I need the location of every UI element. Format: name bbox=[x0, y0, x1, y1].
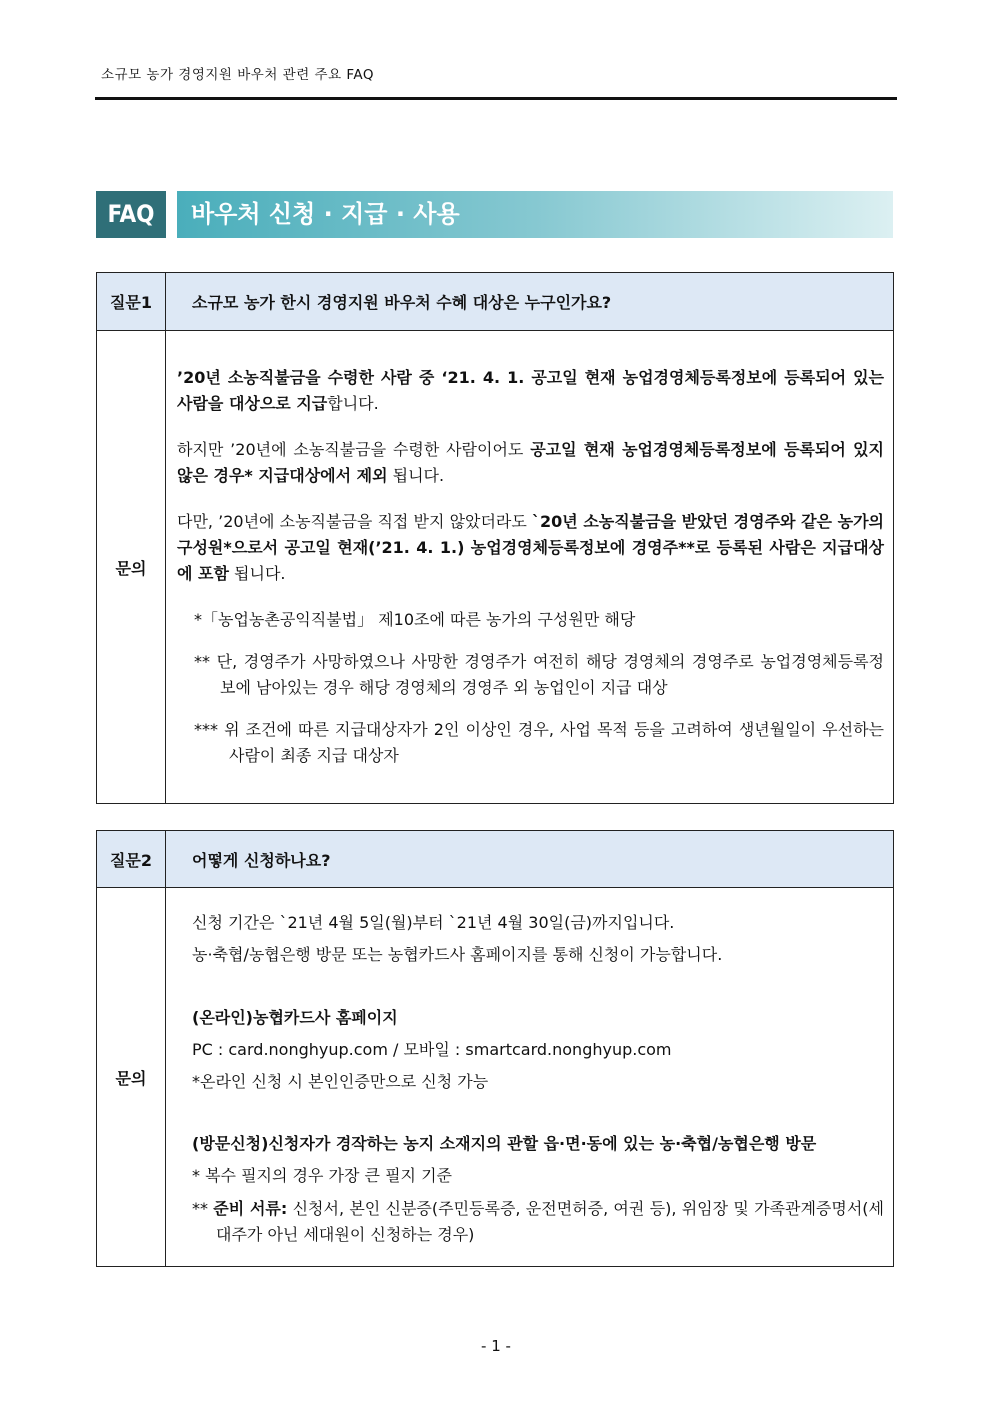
subsection-title: (온라인)농협카드사 홈페이지 bbox=[192, 1007, 398, 1027]
question-text: 어떻게 신청하나요? bbox=[166, 831, 894, 888]
question-label: 질문2 bbox=[97, 831, 166, 888]
answer-line: PC : card.nonghyup.com / 모바일 : smartcard.nonghyup.com bbox=[192, 1039, 672, 1059]
answer-text: 됩니다. bbox=[228, 564, 286, 583]
answer-line bbox=[192, 1196, 884, 1248]
note-marker: ** bbox=[192, 1198, 214, 1218]
answer-line: 농·축협/농협은행 방문 또는 농협카드사 홈페이지를 통해 신청이 가능합니다. bbox=[192, 944, 723, 964]
document-header-title: 소규모 농가 경영지원 바우처 관련 주요 FAQ bbox=[101, 67, 375, 83]
section-title-bar bbox=[177, 191, 893, 238]
answer-text: 됩니다. bbox=[387, 466, 445, 485]
subsection-title: (방문신청)신청자가 경작하는 농지 소재지의 관할 읍·면·동에 있는 농·축협/농협은행 방문 bbox=[192, 1133, 817, 1153]
emphasis-text: ’20년 소농직불금을 수령한 사람 중 ‘21. 4. 1. 공고일 현재 농업경영체등록정보에 등록되어 있는 사람을 대상으로 지급 bbox=[177, 368, 884, 413]
answer-text: 하지만 ’20년에 소농직불금을 수령한 사람이어도 bbox=[177, 440, 531, 459]
answer-line: 신청 기간은 `21년 4월 5일(월)부터 `21년 4월 30일(금)까지입니다. bbox=[192, 912, 675, 932]
answer-text: 합니다. bbox=[327, 394, 379, 413]
faq-badge: FAQ bbox=[96, 191, 166, 238]
answer-paragraph bbox=[177, 509, 884, 587]
answer-paragraph bbox=[177, 437, 884, 489]
page-number: - 1 - bbox=[481, 1337, 511, 1355]
faq-item-2 bbox=[96, 830, 894, 1267]
emphasis-text: 준비 서류: bbox=[213, 1198, 288, 1218]
footnote: *「농업농촌공익직불법」 제10조에 따른 농가의 구성원만 해당 bbox=[194, 610, 636, 629]
question-text: 소규모 농가 한시 경영지원 바우처 수혜 대상은 누구인가요? bbox=[166, 273, 894, 331]
question-label: 질문1 bbox=[97, 273, 166, 331]
section-title: 바우처 신청 · 지급 · 사용 bbox=[191, 200, 460, 228]
emphasis-text: 공고일 현재 농업경영체등록정보에 등록되어 있지 않은 경우* 지급대상에서 제외 bbox=[177, 440, 884, 485]
answer-line: *온라인 신청 시 본인인증만으로 신청 가능 bbox=[192, 1071, 489, 1091]
faq-item-1 bbox=[96, 272, 894, 804]
answer-line: * 복수 필지의 경우 가장 큰 필지 기준 bbox=[192, 1165, 452, 1185]
answer-text: 다만, ’20년에 소농직불금을 직접 받지 않았더라도 bbox=[177, 512, 532, 531]
footnote: *** 위 조건에 따른 지급대상자가 2인 이상인 경우, 사업 목적 등을 고려하여 생년월일이 우선하는 사람이 최종 지급 대상자 bbox=[194, 720, 884, 765]
answer-body bbox=[166, 331, 894, 804]
emphasis-text: `20년 소농직불금을 받았던 경영주와 같은 농가의 구성원*으로서 공고일 현재(’21. 4. 1.) 농업경영체등록정보에 경영주**로 등록된 사람은 지급대상에 포함 bbox=[177, 512, 884, 583]
section-banner bbox=[96, 191, 893, 238]
answer-label: 문의 bbox=[97, 331, 166, 804]
answer-body bbox=[166, 888, 894, 1267]
footnote: ** 단, 경영주가 사망하였으나 사망한 경영주가 여전히 해당 경영체의 경영주로 농업경영체등록정보에 남아있는 경우 해당 경영체의 경영주 외 농업인이 지급 대상 bbox=[194, 652, 884, 697]
answer-text: 신청서, 본인 신분증(주민등록증, 운전면허증, 여권 등), 위임장 및 가족관계증명서(세대주가 아닌 세대원이 신청하는 경우) bbox=[216, 1198, 884, 1244]
answer-label: 문의 bbox=[97, 888, 166, 1267]
answer-paragraph bbox=[177, 365, 884, 417]
header-divider bbox=[95, 97, 897, 100]
